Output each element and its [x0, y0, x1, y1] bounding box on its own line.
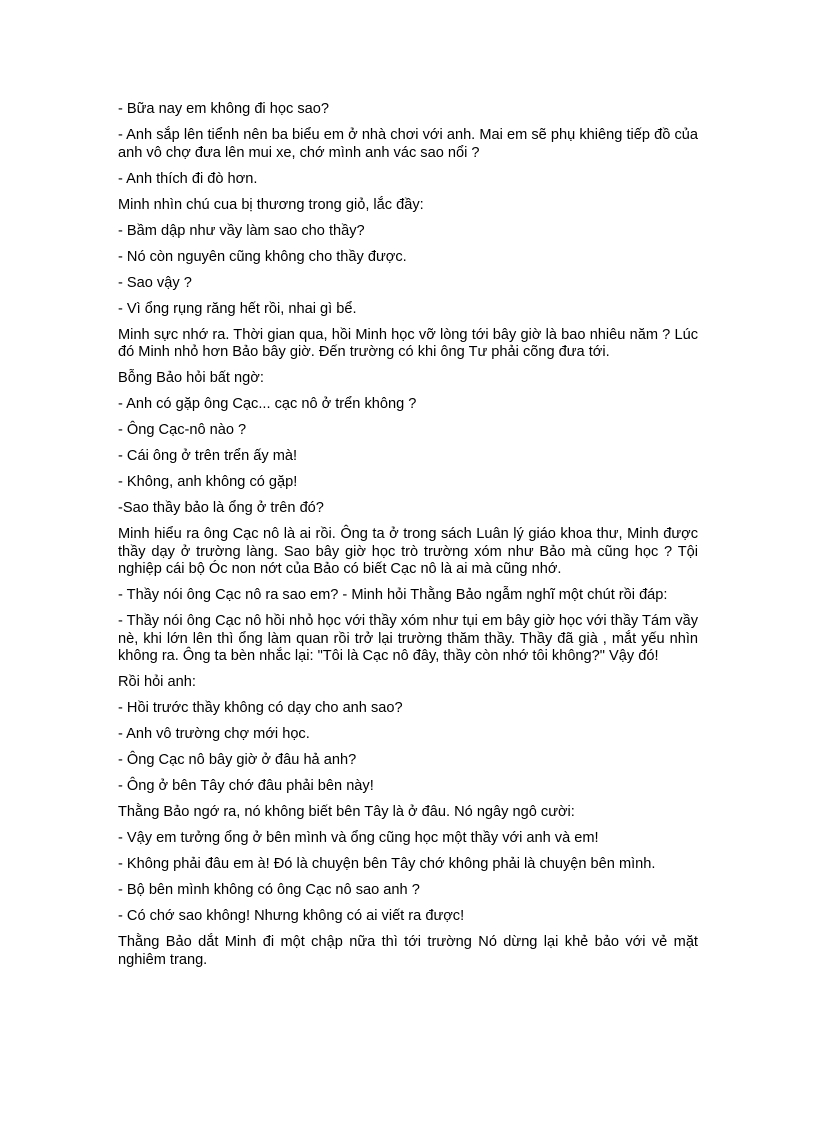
paragraph: - Ông Cạc nô bây giờ ở đâu hả anh? [118, 752, 357, 768]
paragraph: Minh nhìn chú cua bị thương trong giỏ, lắc đầy: [118, 196, 424, 213]
paragraph: - Anh có gặp ông Cạc... cạc nô ở trển không ? [118, 396, 417, 412]
paragraph: - Bầm dập như vầy làm sao cho thầy? [118, 222, 365, 239]
paragraph: - Cái ông ở trên trển ấy mà! [118, 448, 298, 464]
paragraph: Thằng Bảo ngớ ra, nó không biết bên Tây là ở đâu. Nó ngây ngô cười: [118, 804, 575, 820]
paragraph: - Anh vô trường chợ mới học. [118, 726, 310, 742]
paragraph: - Hồi trước thầy không có dạy cho anh sao? [118, 700, 403, 716]
paragraph: - Ông ở bên Tây chớ đâu phải bên này! [118, 778, 374, 794]
paragraph: Minh sực nhớ ra. Thời gian qua, hồi Minh học vỡ lòng tới bây giờ là bao nhiêu năm ? Lúc đó Minh nhỏ hơn Bảo bây giờ. Đến trường có khi ông Tư phải cõng đưa tới. [118, 326, 698, 360]
paragraph: - Vậy em tưởng ổng ở bên mình và ổng cũng học một thầy với anh và em! [118, 830, 599, 846]
paragraph: - Vì ổng rụng răng hết rồi, nhai gì bể. [118, 300, 357, 317]
paragraph: - Ông Cạc-nô nào ? [118, 422, 247, 438]
paragraph: - Bữa nay em không đi học sao? [118, 101, 329, 117]
paragraph: Minh hiểu ra ông Cạc nô là ai rồi. Ông ta ở trong sách Luân lý giáo khoa thư, Minh được thầy dạy ở trường làng. Sao bây giờ học trò trường xóm như Bảo mà cũng học ? Tội nghiệp cái bộ Óc non nớt của Bảo có biết Cạc nô là ai mà cũng nhớ. [118, 526, 698, 577]
paragraph: -Sao thầy bảo là ổng ở trên đó? [118, 500, 324, 516]
paragraph: - Anh thích đi đò hơn. [118, 170, 258, 187]
document-page [118, 101, 698, 978]
paragraph: Bỗng Bảo hỏi bất ngờ: [118, 370, 264, 386]
paragraph: - Không phải đâu em à! Đó là chuyện bên Tây chớ không phải là chuyện bên mình. [118, 856, 656, 872]
paragraph: Thằng Bảo dắt Minh đi một chập nữa thì tới trường Nó dừng lại khẻ bảo với vẻ mặt nghiêm trang. [118, 934, 698, 968]
paragraph: - Nó còn nguyên cũng không cho thầy được. [118, 248, 407, 265]
paragraph: - Không, anh không có gặp! [118, 474, 298, 490]
paragraph: - Anh sắp lên tiểnh nên ba biểu em ở nhà chơi với anh. Mai em sẽ phụ khiêng tiếp đồ của anh vô chợ đưa lên mui xe, chớ mình anh vác sao nổi ? [118, 127, 698, 161]
paragraph: - Có chớ sao không! Nhưng không có ai viết ra được! [118, 908, 465, 924]
paragraph: - Thầy nói ông Cạc nô ra sao em? - Minh hỏi Thằng Bảo ngẫm nghĩ một chút rồi đáp: [118, 587, 668, 603]
paragraph: - Thầy nói ông Cạc nô hồi nhỏ học với thầy xóm như tụi em bây giờ học với thầy Tám vầy nè, khi lớn lên thì ổng làm quan rồi trở lại trường thăm thầy. Thầy đã già , mắt yếu nhìn không ra. Ông ta bèn nhắc lại: "Tôi là Cạc nô đây, thầy còn nhớ tôi không?" Vậy đó! [118, 613, 698, 664]
paragraph: - Sao vậy ? [118, 274, 192, 291]
paragraph: Rồi hỏi anh: [118, 674, 196, 690]
paragraph: - Bộ bên mình không có ông Cạc nô sao anh ? [118, 882, 420, 898]
